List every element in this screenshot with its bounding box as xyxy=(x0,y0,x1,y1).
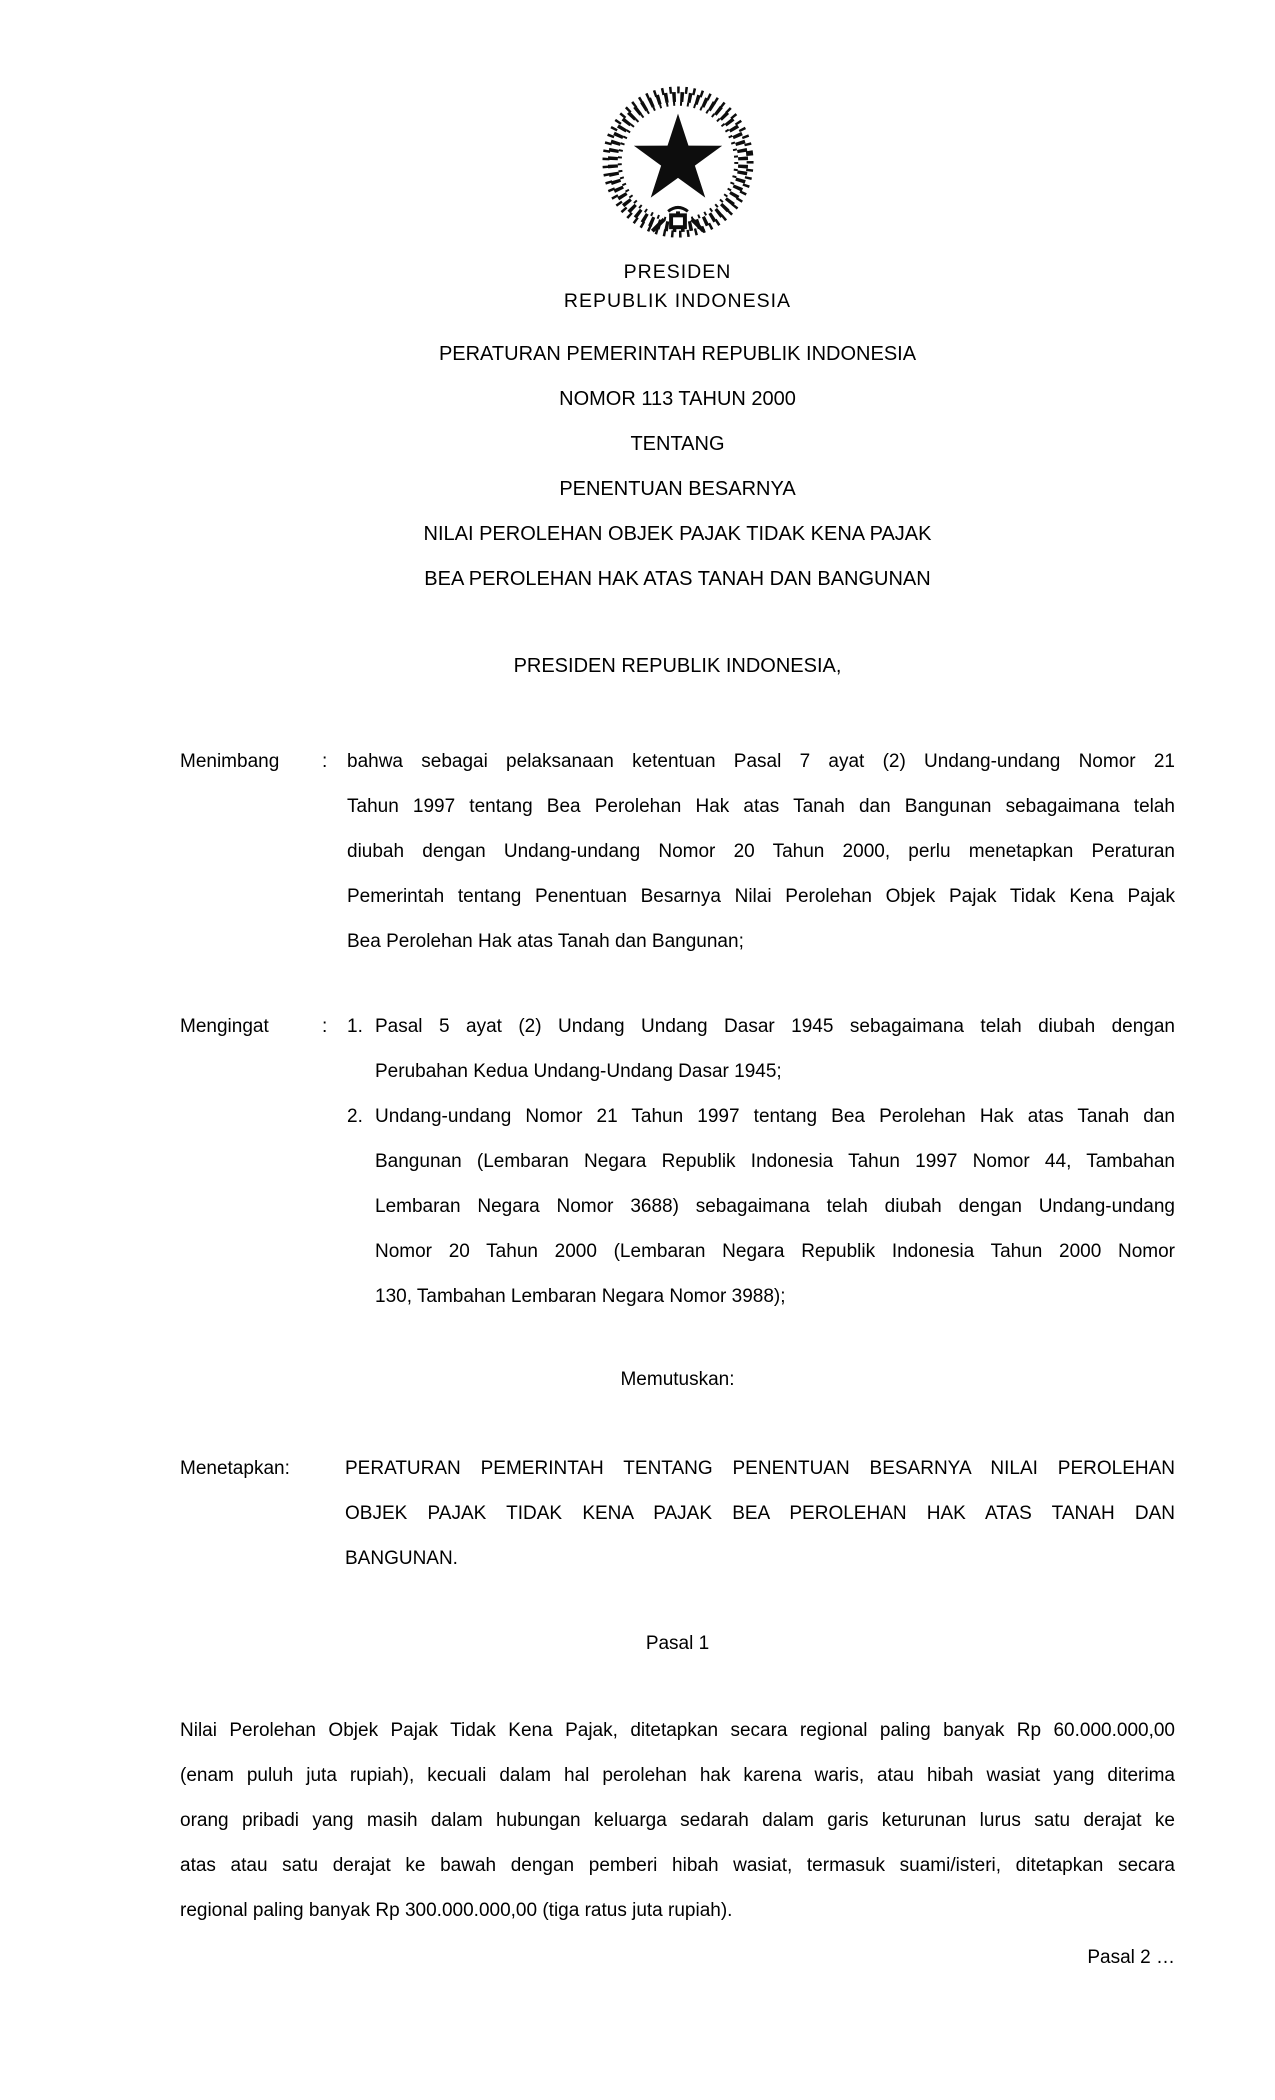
list-item-number: 1. xyxy=(347,1016,363,1037)
title-line-regulation: PERATURAN PEMERINTAH REPUBLIK INDONESIA xyxy=(438,343,917,365)
title-line-subject-1: PENENTUAN BESARNYA xyxy=(559,478,796,500)
clause-mengingat xyxy=(180,1004,1175,1319)
document-title xyxy=(180,332,1175,602)
mengingat-label: Mengingat xyxy=(180,1016,269,1037)
menetapkan-text: PERATURAN PEMERINTAH TENTANG PENENTUAN BESARNYA NILAI PEROLEHAN OBJEK PAJAK TIDAK KENA PAJAK BEA PEROLEHAN HAK ATAS TANAH DAN BANGUNAN. xyxy=(345,1458,1175,1569)
pasal-1-heading: Pasal 1 xyxy=(645,1633,710,1654)
memutuskan-heading: Memutuskan: xyxy=(620,1369,735,1390)
presidential-seal xyxy=(180,0,1175,248)
title-line-subject-3: BEA PEROLEHAN HAK ATAS TANAH DAN BANGUNAN xyxy=(424,568,931,590)
salutation: PRESIDEN REPUBLIK INDONESIA, xyxy=(513,655,842,677)
mengingat-list xyxy=(347,1004,1175,1319)
title-line-number: NOMOR 113 TAHUN 2000 xyxy=(559,388,796,410)
menimbang-colon: : xyxy=(322,751,328,772)
list-item-text: Pasal 5 ayat (2) Undang Undang Dasar 1945 sebagaimana telah diubah dengan Perubahan Kedua Undang-Undang Dasar 1945; xyxy=(375,1016,1175,1082)
org-header-line2: REPUBLIK INDONESIA xyxy=(563,290,792,312)
continuation-marker: Pasal 2 … xyxy=(1087,1947,1175,1968)
org-header xyxy=(180,258,1175,316)
seal-graphic xyxy=(599,84,757,244)
clause-menetapkan xyxy=(180,1446,1175,1581)
list-item-number: 2. xyxy=(347,1106,363,1127)
list-item xyxy=(347,1004,1175,1094)
menimbang-text: bahwa sebagai pelaksanaan ketentuan Pasal 7 ayat (2) Undang-undang Nomor 21 Tahun 1997 tentang Bea Perolehan Hak atas Tanah dan Bangunan sebagaimana telah diubah dengan Undang-undang Nomor 20 Tahun 2000, perlu menetapkan Peraturan Pemerintah tentang Penentuan Besarnya Nilai Perolehan Objek Pajak Tidak Kena Pajak Bea Perolehan Hak atas Tanah dan Bangunan; xyxy=(347,751,1175,952)
mengingat-colon: : xyxy=(322,1016,328,1037)
list-item xyxy=(347,1094,1175,1319)
title-line-subject-2: NILAI PEROLEHAN OBJEK PAJAK TIDAK KENA PAJAK xyxy=(423,523,932,545)
list-item-text: Undang-undang Nomor 21 Tahun 1997 tentang Bea Perolehan Hak atas Tanah dan Bangunan (Lembaran Negara Republik Indonesia Tahun 1997 Nomor 44, Tambahan Lembaran Negara Nomor 3688) sebagaimana telah diubah dengan Undang-undang Nomor 20 Tahun 2000 (Lembaran Negara Republik Indonesia Tahun 2000 Nomor 130, Tambahan Lembaran Negara Nomor 3988); xyxy=(375,1106,1175,1307)
org-header-line1: PRESIDEN xyxy=(623,261,732,283)
document-column xyxy=(180,0,1175,1980)
clause-menimbang xyxy=(180,739,1175,964)
menetapkan-label: Menetapkan: xyxy=(180,1458,290,1479)
star-icon xyxy=(633,114,721,198)
pasal-1-body: Nilai Perolehan Objek Pajak Tidak Kena Pajak, ditetapkan secara regional paling banyak Rp 60.000.000,00 (enam puluh juta rupiah), kecuali dalam hal perolehan hak karena waris, atau hibah wasiat yang diterima orang pribadi yang masih dalam hubungan keluarga sedarah dalam garis keturunan lurus satu derajat ke atas atau satu derajat ke bawah dengan pemberi hibah wasiat, termasuk suami/isteri, ditetapkan secara regional paling banyak Rp 300.000.000,00 (tiga ratus juta rupiah). xyxy=(180,1720,1175,1921)
title-line-tentang: TENTANG xyxy=(630,433,725,455)
menimbang-label: Menimbang xyxy=(180,751,280,772)
